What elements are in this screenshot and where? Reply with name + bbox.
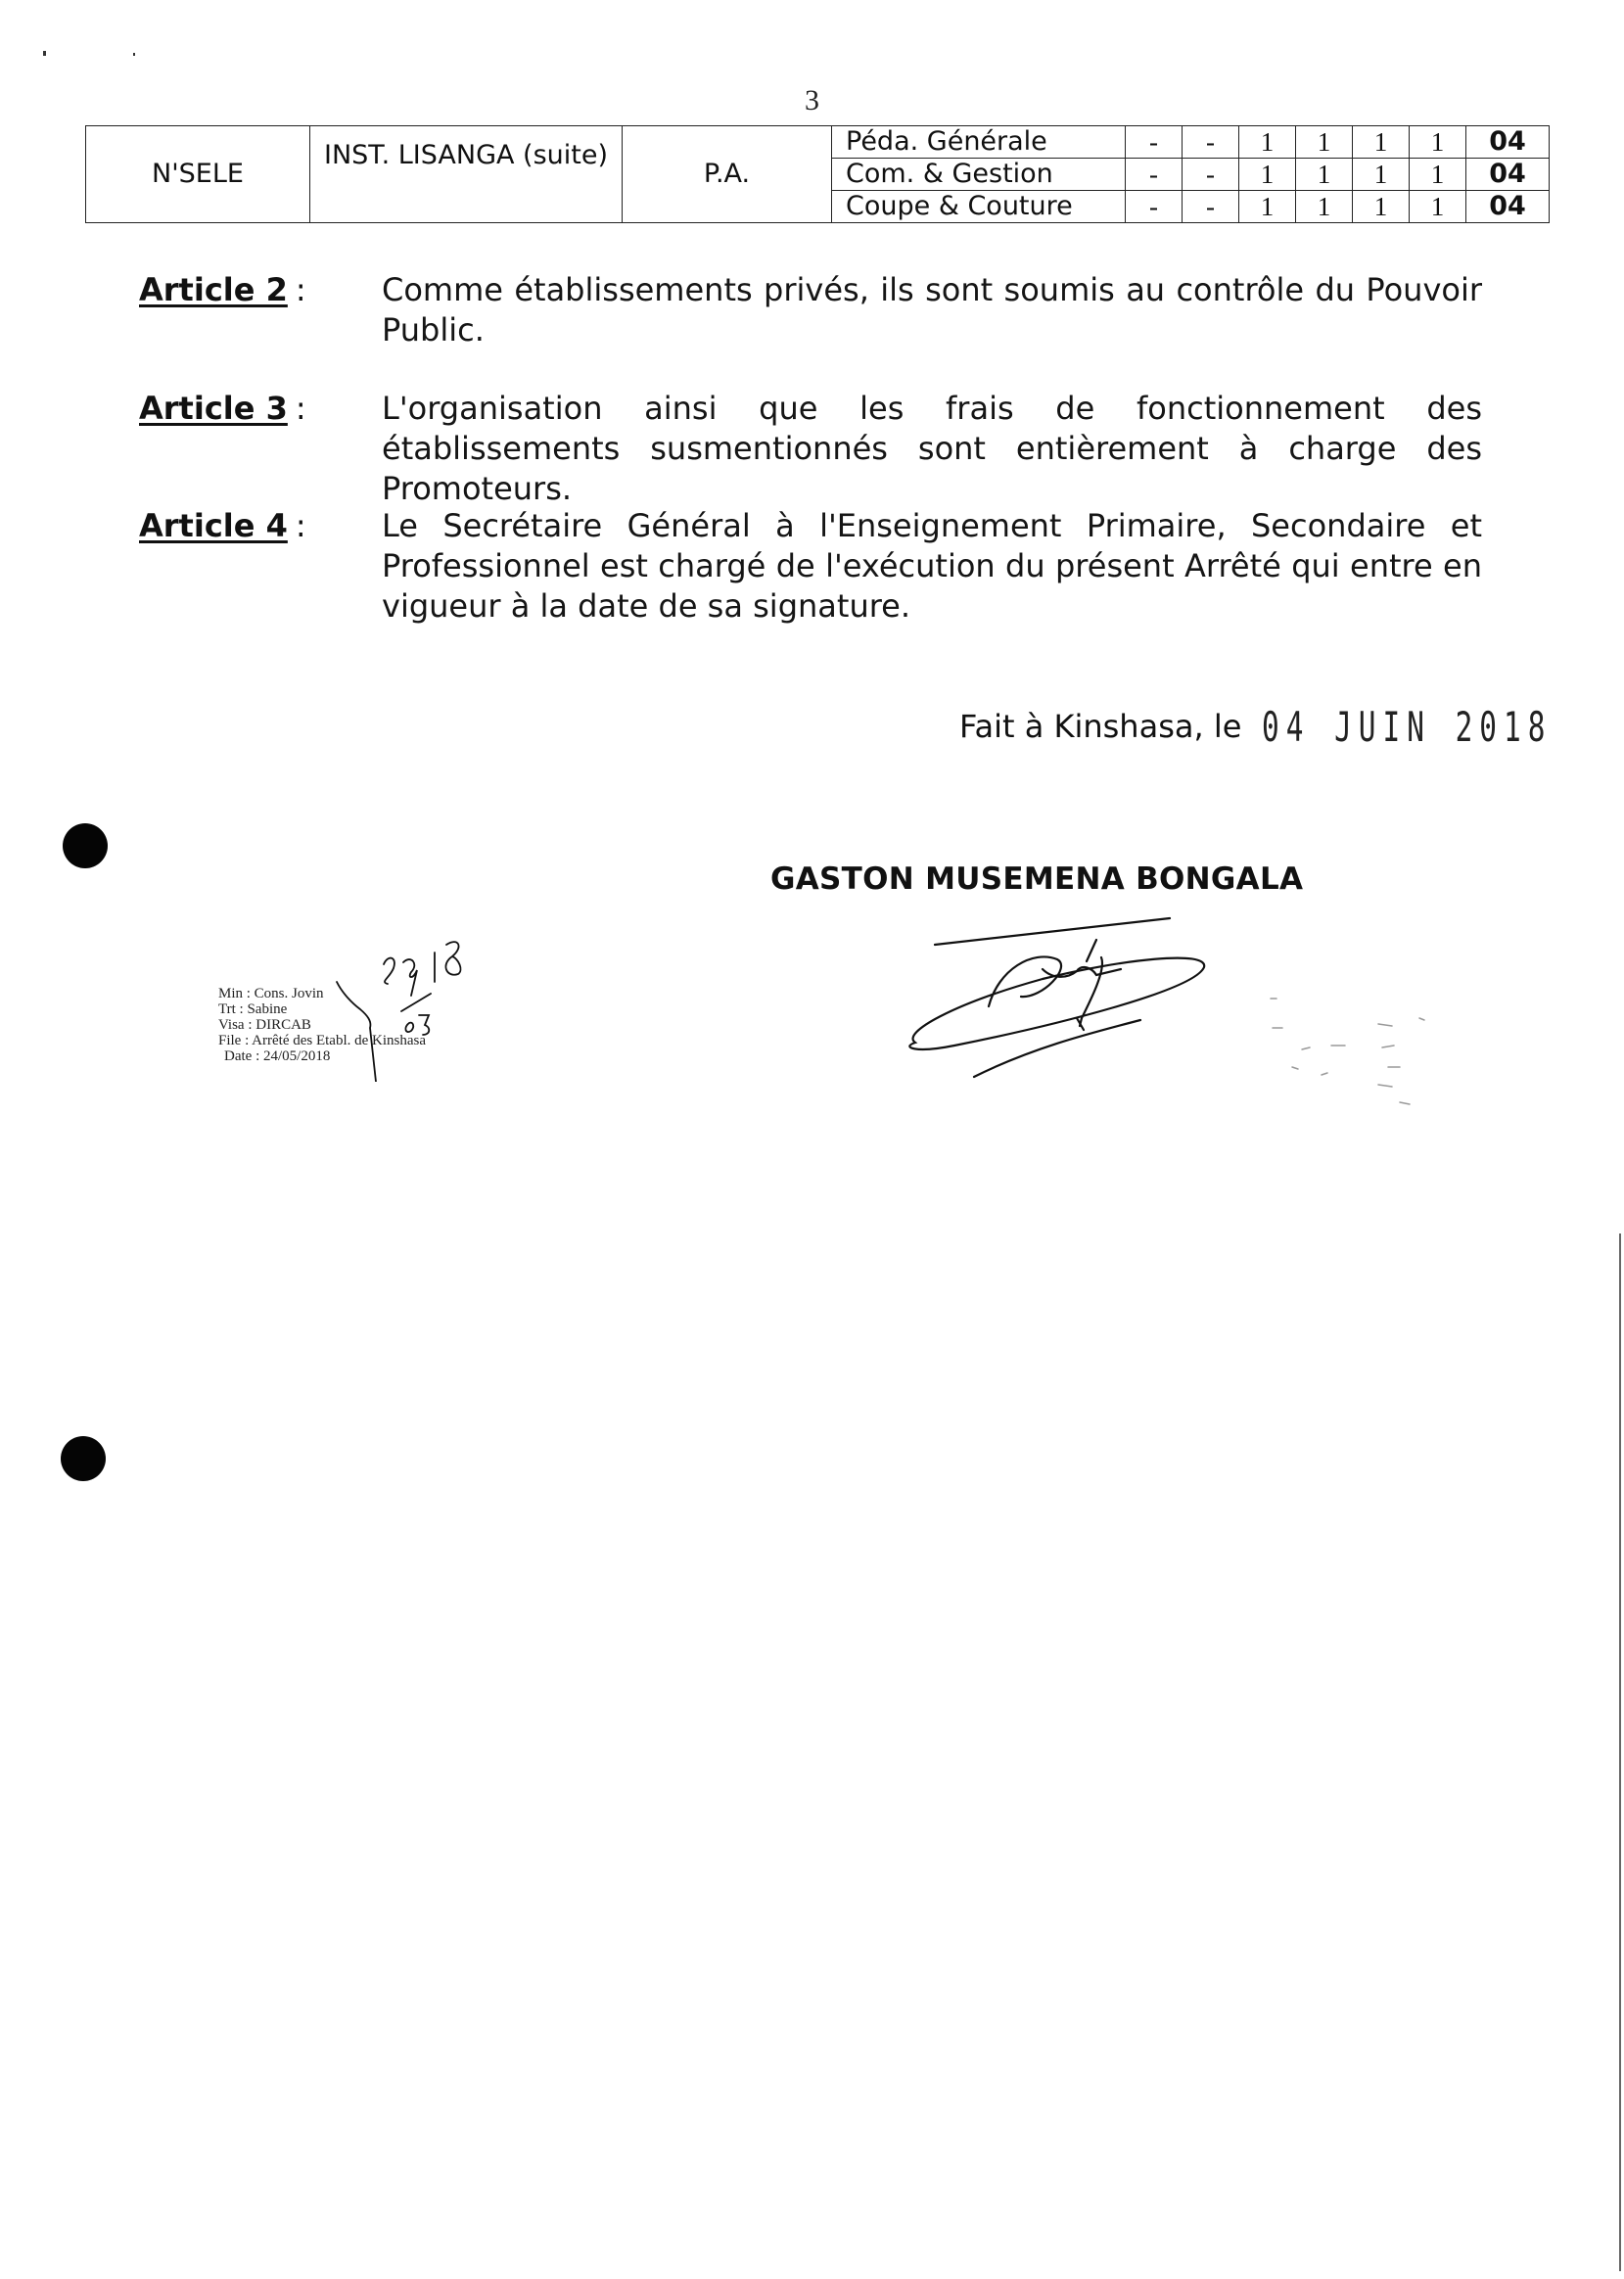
count-cell: 1 [1239, 126, 1296, 159]
punch-hole [61, 1436, 106, 1481]
article-label: Article 4 : [139, 507, 306, 544]
count-cell: 1 [1239, 159, 1296, 191]
article-2 [139, 270, 1482, 350]
count-cell: - [1183, 159, 1239, 191]
signature-graphic [896, 910, 1229, 1087]
option-cell: Coupe & Couture [832, 191, 1126, 223]
count-cell: 1 [1239, 191, 1296, 223]
scan-edge [1619, 1233, 1621, 2271]
handwritten-initial-graphic [333, 935, 489, 1082]
count-cell: 1 [1410, 191, 1466, 223]
count-cell: 1 [1353, 126, 1410, 159]
option-cell: Péda. Générale [832, 126, 1126, 159]
count-cell: - [1126, 191, 1183, 223]
total-cell: 04 [1466, 159, 1550, 191]
count-cell: 1 [1410, 126, 1466, 159]
count-cell: - [1126, 159, 1183, 191]
scan-speck [133, 53, 135, 56]
routing-line: Date : 24/05/2018 [224, 1048, 331, 1064]
signatory-name: GASTON MUSEMENA BONGALA [770, 861, 1304, 897]
article-4 [139, 506, 1482, 627]
routing-line: Visa : DIRCAB [218, 1017, 311, 1033]
total-cell: 04 [1466, 191, 1550, 223]
date-stamp: 04 JUIN 2018 [1261, 703, 1552, 751]
table-row [86, 126, 1550, 159]
option-cell: Com. & Gestion [832, 159, 1126, 191]
article-text: L'organisation ainsi que les frais de fonctionnement des établissements susmentionnés sont entièrement à charge des Promoteurs. [382, 390, 1482, 507]
type-cell: P.A. [623, 126, 832, 223]
routing-line: File : Arrêté des Etabl. de Kinshasa [218, 1033, 427, 1048]
count-cell: 1 [1296, 191, 1353, 223]
scan-speck [43, 51, 46, 56]
count-cell: 1 [1353, 159, 1410, 191]
punch-hole [63, 823, 108, 868]
article-3 [139, 389, 1482, 509]
count-cell: - [1183, 126, 1239, 159]
count-cell: 1 [1410, 159, 1466, 191]
article-text: Comme établissements privés, ils sont soumis au contrôle du Pouvoir Public. [382, 271, 1482, 349]
schools-table [85, 125, 1550, 223]
routing-line: Min : Cons. Jovin [218, 986, 324, 1001]
count-cell: - [1183, 191, 1239, 223]
count-cell: 1 [1296, 126, 1353, 159]
count-cell: 1 [1296, 159, 1353, 191]
school-cell: INST. LISANGA (suite) [310, 126, 623, 223]
count-cell: 1 [1353, 191, 1410, 223]
routing-line: Trt : Sabine [218, 1001, 288, 1017]
place-date [959, 703, 1624, 751]
place-cell: N'SELE [86, 126, 310, 223]
article-label: Article 2 : [139, 271, 306, 308]
page-number: 3 [805, 84, 819, 116]
count-cell: - [1126, 126, 1183, 159]
article-label: Article 3 : [139, 390, 306, 427]
stamp-residue-graphic [1263, 989, 1439, 1126]
total-cell: 04 [1466, 126, 1550, 159]
article-text: Le Secrétaire Général à l'Enseignement Primaire, Secondaire et Professionnel est chargé de l'exécution du présent Arrêté qui entre en vigueur à la date de sa signature. [382, 507, 1482, 625]
place-text: Fait à Kinshasa, le [959, 708, 1242, 745]
